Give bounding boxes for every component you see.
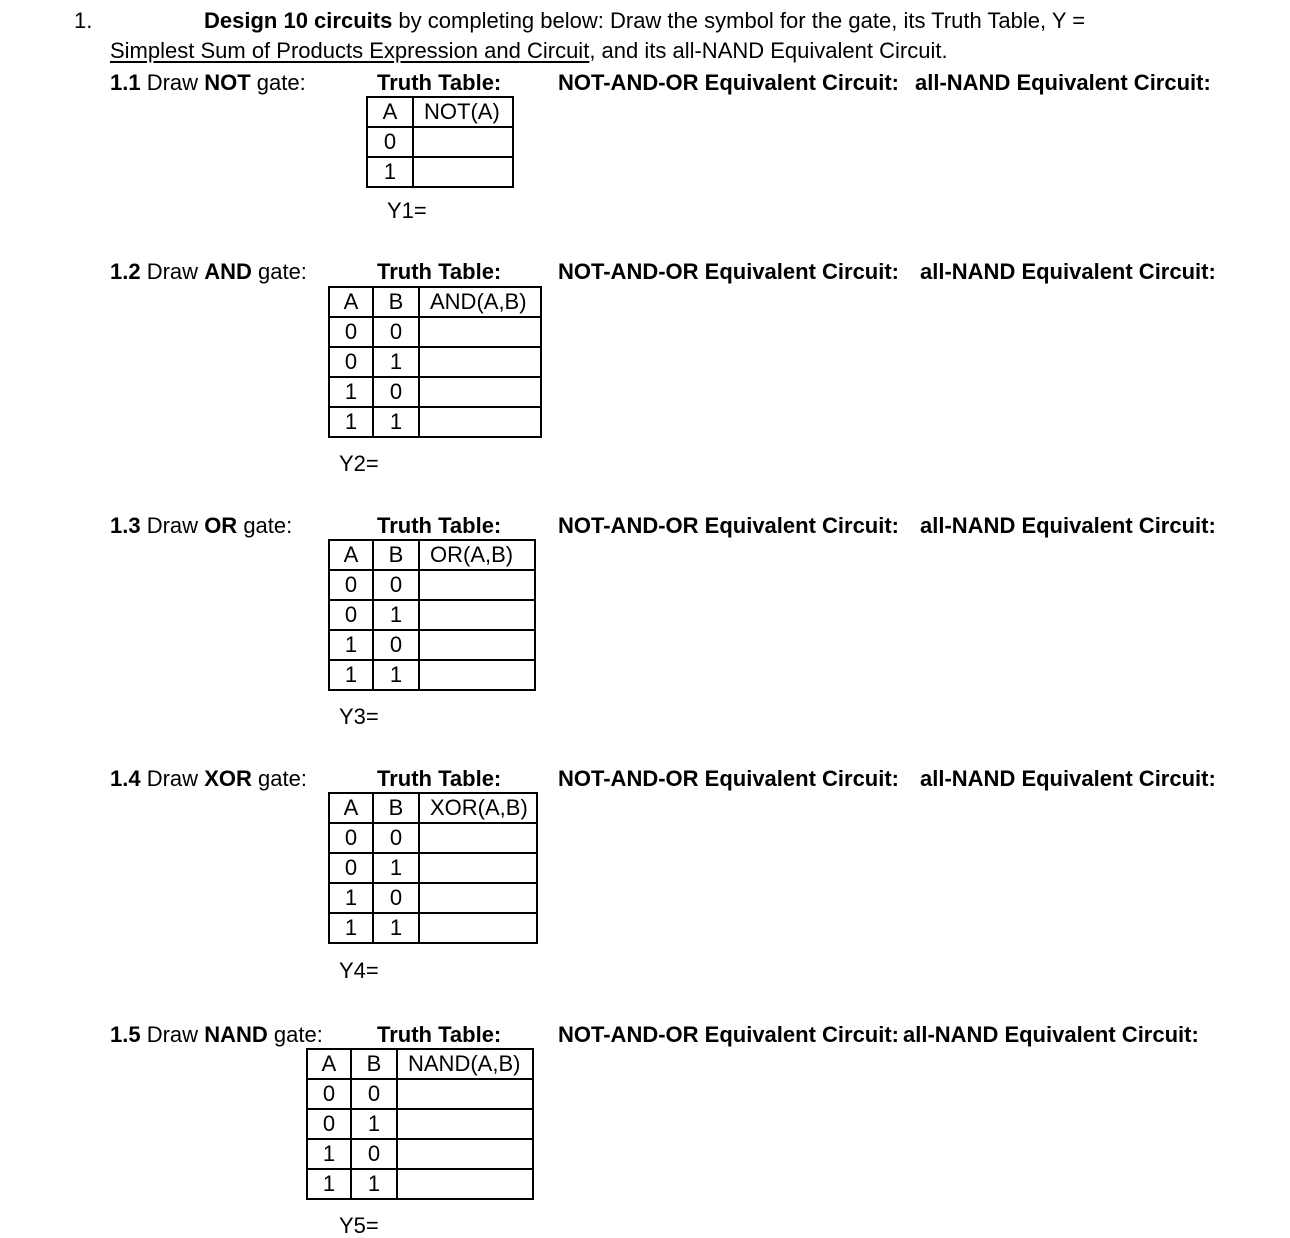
cell-output-blank[interactable]	[419, 823, 537, 853]
gate-suffix: gate:	[258, 766, 307, 791]
cell-b: 1	[351, 1109, 397, 1139]
all-nand-label: all-NAND Equivalent Circuit:	[920, 259, 1216, 284]
truth-table-or	[328, 539, 536, 691]
cell-output-blank[interactable]	[419, 913, 537, 943]
instruction-rest: by completing below: Draw the symbol for the gate, its Truth Table, Y =	[392, 8, 1086, 33]
y1-expression-label: Y1=	[387, 198, 427, 223]
gate-suffix: gate:	[256, 70, 306, 95]
cell-output-blank[interactable]	[419, 630, 535, 660]
column-header-b: B	[351, 1049, 397, 1079]
truth-table-label: Truth Table:	[377, 70, 502, 95]
instruction-line-1	[204, 10, 1085, 32]
cell-b: 1	[373, 600, 419, 630]
all-nand-label: all-NAND Equivalent Circuit:	[920, 766, 1216, 791]
section-1-5-title	[110, 1024, 323, 1046]
cell-b: 0	[351, 1139, 397, 1169]
cell-a: 1	[307, 1139, 351, 1169]
cell-a: 1	[329, 407, 373, 437]
cell-b: 0	[373, 570, 419, 600]
gate-suffix: gate:	[243, 513, 293, 538]
not-and-or-label: NOT-AND-OR Equivalent Circuit:	[558, 513, 900, 538]
table-header-row	[307, 1049, 533, 1079]
cell-a: 1	[329, 883, 373, 913]
cell-output-blank[interactable]	[419, 660, 535, 690]
column-header-output: NOT(A)	[413, 97, 513, 127]
draw-word: Draw	[146, 259, 199, 284]
table-row	[329, 377, 541, 407]
draw-word: Draw	[146, 70, 199, 95]
cell-a: 0	[329, 317, 373, 347]
cell-output-blank[interactable]	[397, 1109, 533, 1139]
cell-a: 0	[329, 823, 373, 853]
cell-b: 0	[373, 377, 419, 407]
cell-b: 1	[373, 660, 419, 690]
draw-word: Draw	[146, 513, 199, 538]
table-row	[307, 1109, 533, 1139]
section-1-1-title	[110, 72, 306, 94]
column-header-a: A	[367, 97, 413, 127]
table-row	[329, 883, 537, 913]
cell-b: 1	[351, 1169, 397, 1199]
column-header-output: OR(A,B)	[419, 540, 535, 570]
cell-a: 1	[307, 1169, 351, 1199]
truth-table-xor	[328, 792, 538, 944]
gate-name: NAND	[204, 1022, 268, 1047]
not-and-or-label: NOT-AND-OR Equivalent Circuit:	[558, 1022, 900, 1047]
table-row	[329, 347, 541, 377]
table-row	[329, 823, 537, 853]
not-and-or-label: NOT-AND-OR Equivalent Circuit:	[558, 766, 900, 791]
table-header-row	[329, 287, 541, 317]
not-and-or-label: NOT-AND-OR Equivalent Circuit:	[558, 70, 900, 95]
column-header-b: B	[373, 287, 419, 317]
cell-b: 0	[373, 883, 419, 913]
truth-table-and	[328, 286, 542, 438]
truth-table-label: Truth Table:	[377, 513, 502, 538]
table-header-row	[367, 97, 513, 127]
gate-name: AND	[204, 259, 252, 284]
y5-expression-label: Y5=	[339, 1213, 379, 1238]
cell-a: 0	[329, 347, 373, 377]
truth-table-label: Truth Table:	[377, 766, 502, 791]
all-nand-label: all-NAND Equivalent Circuit:	[920, 513, 1216, 538]
table-row	[329, 407, 541, 437]
cell-a: 1	[329, 660, 373, 690]
cell-output-blank[interactable]	[397, 1139, 533, 1169]
table-row	[307, 1079, 533, 1109]
cell-output-blank[interactable]	[413, 127, 513, 157]
cell-b: 1	[373, 913, 419, 943]
cell-output-blank[interactable]	[419, 600, 535, 630]
truth-table-label: Truth Table:	[377, 1022, 502, 1047]
section-number: 1.2	[110, 259, 141, 284]
cell-output-blank[interactable]	[419, 883, 537, 913]
not-and-or-label: NOT-AND-OR Equivalent Circuit:	[558, 259, 900, 284]
table-row	[367, 127, 513, 157]
cell-a: 1	[367, 157, 413, 187]
gate-name: OR	[204, 513, 238, 538]
table-header-row	[329, 793, 537, 823]
cell-b: 0	[373, 317, 419, 347]
table-row	[329, 913, 537, 943]
column-header-a: A	[329, 540, 373, 570]
section-number: 1.1	[110, 70, 141, 95]
cell-b: 0	[373, 630, 419, 660]
instruction-underlined: Simplest Sum of Products Expression and Circuit	[110, 38, 590, 63]
section-1-4-title	[110, 768, 307, 790]
all-nand-label: all-NAND Equivalent Circuit:	[903, 1022, 1199, 1047]
table-row	[329, 630, 535, 660]
cell-a: 0	[329, 853, 373, 883]
section-number: 1.4	[110, 766, 141, 791]
y3-expression-label: Y3=	[339, 704, 379, 729]
table-row	[307, 1169, 533, 1199]
cell-b: 0	[351, 1079, 397, 1109]
truth-table-label: Truth Table:	[377, 259, 502, 284]
gate-name: NOT	[204, 70, 251, 95]
cell-a: 0	[329, 600, 373, 630]
cell-a: 0	[367, 127, 413, 157]
cell-output-blank[interactable]	[419, 317, 541, 347]
cell-output-blank[interactable]	[397, 1079, 533, 1109]
column-header-b: B	[373, 793, 419, 823]
cell-output-blank[interactable]	[419, 377, 541, 407]
table-row	[329, 853, 537, 883]
column-header-output: XOR(A,B)	[419, 793, 537, 823]
cell-b: 1	[373, 407, 419, 437]
cell-output-blank[interactable]	[413, 157, 513, 187]
table-row	[329, 570, 535, 600]
column-header-output: AND(A,B)	[419, 287, 541, 317]
cell-a: 1	[329, 377, 373, 407]
gate-suffix: gate:	[273, 1022, 323, 1047]
y4-expression-label: Y4=	[339, 958, 379, 983]
instruction-bold: Design 10 circuits	[204, 8, 393, 33]
gate-name: XOR	[204, 766, 252, 791]
truth-table-not	[366, 96, 514, 188]
cell-a: 1	[329, 630, 373, 660]
cell-b: 1	[373, 853, 419, 883]
cell-output-blank[interactable]	[419, 853, 537, 883]
cell-output-blank[interactable]	[419, 570, 535, 600]
table-header-row	[329, 540, 535, 570]
column-header-a: A	[307, 1049, 351, 1079]
table-row	[329, 600, 535, 630]
table-row	[329, 317, 541, 347]
cell-a: 0	[307, 1079, 351, 1109]
all-nand-label: all-NAND Equivalent Circuit:	[915, 70, 1211, 95]
truth-table-nand	[306, 1048, 534, 1200]
table-row	[329, 660, 535, 690]
cell-output-blank[interactable]	[419, 347, 541, 377]
section-number: 1.3	[110, 513, 141, 538]
cell-a: 0	[329, 570, 373, 600]
column-header-b: B	[373, 540, 419, 570]
y2-expression-label: Y2=	[339, 451, 379, 476]
question-number: 1.	[74, 8, 93, 33]
section-number: 1.5	[110, 1022, 141, 1047]
cell-b: 0	[373, 823, 419, 853]
instruction-line-2	[110, 40, 948, 62]
cell-output-blank[interactable]	[397, 1169, 533, 1199]
section-1-3-title	[110, 515, 292, 537]
draw-word: Draw	[146, 766, 199, 791]
instruction-line-2-rest: , and its all-NAND Equivalent Circuit.	[589, 38, 948, 63]
table-row	[307, 1139, 533, 1169]
cell-b: 1	[373, 347, 419, 377]
cell-output-blank[interactable]	[419, 407, 541, 437]
cell-a: 0	[307, 1109, 351, 1139]
cell-a: 1	[329, 913, 373, 943]
column-header-a: A	[329, 793, 373, 823]
column-header-output: NAND(A,B)	[397, 1049, 533, 1079]
gate-suffix: gate:	[257, 259, 307, 284]
column-header-a: A	[329, 287, 373, 317]
table-row	[367, 157, 513, 187]
section-1-2-title	[110, 261, 307, 283]
draw-word: Draw	[146, 1022, 199, 1047]
